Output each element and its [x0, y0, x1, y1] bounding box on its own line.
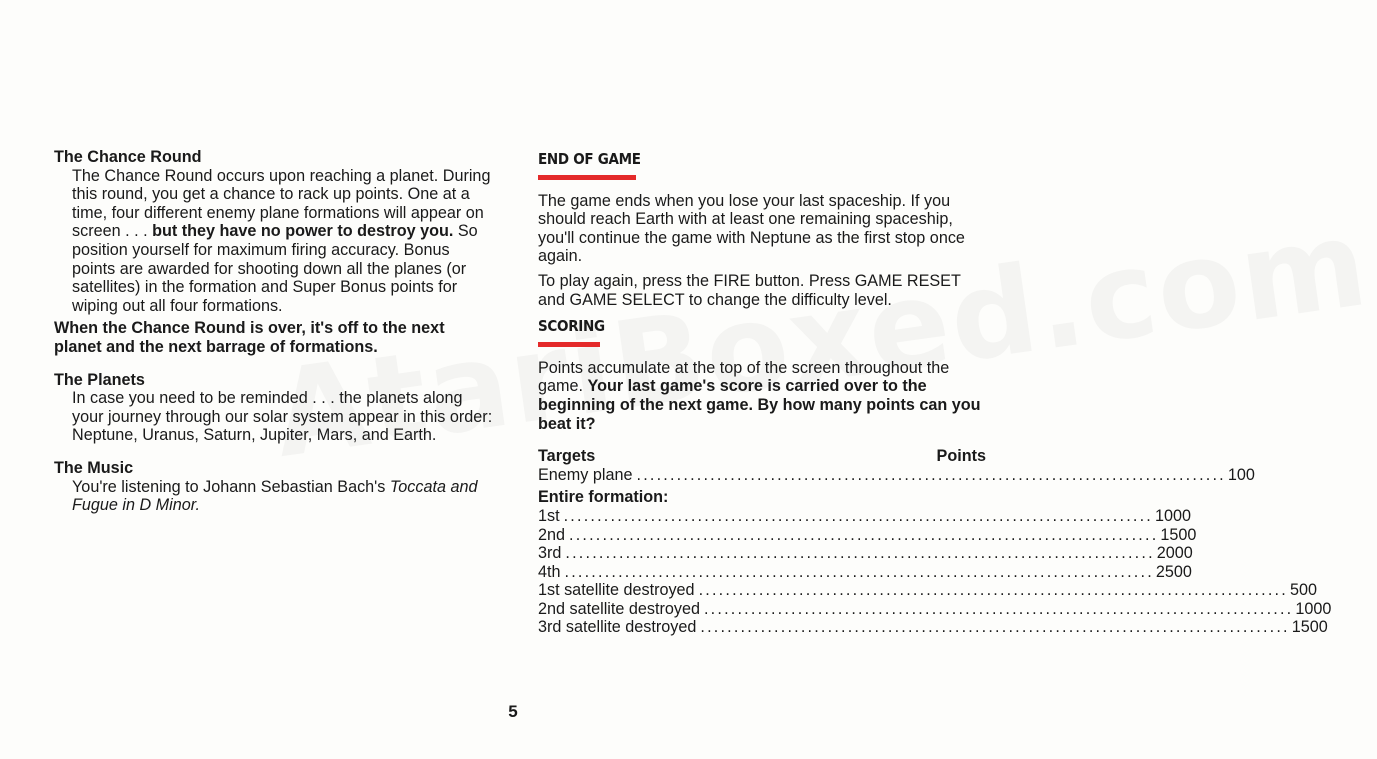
- score-row: [538, 581, 1317, 600]
- chance-round-heading: The Chance Round: [54, 148, 202, 166]
- score-row: [538, 525, 1197, 545]
- music-heading: The Music: [54, 458, 134, 477]
- score-rows: [538, 506, 1332, 637]
- dot-leader: ........................................................................................: [564, 562, 1154, 581]
- score-row-label: 2nd: [538, 525, 566, 544]
- score-row-value: 1000: [1154, 506, 1191, 525]
- music-title-italic: Toccata and Fugue in D Minor.: [72, 477, 478, 515]
- score-row-label: 1st satellite destroyed: [538, 581, 695, 600]
- music-body: [72, 478, 494, 515]
- dot-leader: ........................................................................................: [636, 465, 1226, 484]
- score-row-value: 1500: [1160, 525, 1197, 544]
- music-section: [54, 459, 494, 515]
- planets-heading: The Planets: [54, 370, 145, 389]
- scoring-underline: [538, 342, 600, 347]
- score-row-value: 2500: [1155, 562, 1192, 581]
- left-column: [54, 148, 494, 529]
- points-column-header: Points: [936, 447, 986, 466]
- end-of-game-underline: [538, 175, 636, 180]
- score-row-label: 3rd: [538, 544, 562, 563]
- score-row-enemy-plane: [538, 465, 1255, 485]
- score-row: [538, 618, 1328, 637]
- end-of-game-para-1: The game ends when you lose your last spaceship. If you should reach Earth with at least one remaining spaceship, you'll continue the game with Neptune as the first stop once again.: [538, 191, 965, 266]
- score-row-value: 1000: [1295, 599, 1332, 618]
- score-row: [538, 506, 1191, 526]
- right-column: [538, 150, 1332, 637]
- chance-round-closing: When the Chance Round is over, it's off to the next planet and the next barrage of formations.: [54, 319, 445, 356]
- score-row: [538, 599, 1332, 619]
- score-row-label: 2nd satellite destroyed: [538, 599, 700, 618]
- score-row-label: 3rd satellite destroyed: [538, 618, 697, 637]
- score-row-value: 100: [1227, 465, 1255, 484]
- dot-leader: ........................................................................................: [565, 544, 1155, 563]
- dot-leader: ........................................................................................: [700, 618, 1290, 637]
- score-row: [538, 544, 1193, 563]
- chance-round-body: [72, 167, 494, 316]
- end-of-game-heading: END OF GAME: [538, 150, 641, 168]
- score-row-value: 1500: [1291, 618, 1328, 637]
- score-row-label: Enemy plane: [538, 465, 633, 484]
- score-table-header: [538, 447, 986, 466]
- dot-leader: ........................................................................................: [569, 525, 1159, 544]
- planets-section: [54, 371, 494, 445]
- chance-round-text-bold: but they have no power to destroy you.: [152, 222, 454, 241]
- score-row-value: 2000: [1156, 544, 1193, 563]
- scoring-para: [538, 359, 988, 433]
- score-row-label: 1st: [538, 506, 560, 525]
- entire-formation-label: Entire formation:: [538, 488, 669, 507]
- music-text: You're listening to Johann Sebastian Bach's: [72, 477, 390, 496]
- dot-leader: ........................................................................................: [698, 581, 1288, 600]
- end-of-game-para-2: To play again, press the FIRE button. Press GAME RESET and GAME SELECT to change the difficulty level.: [538, 271, 961, 309]
- chance-round-section: [54, 148, 494, 357]
- score-row-value: 500: [1289, 581, 1317, 600]
- score-row-label: 4th: [538, 562, 561, 581]
- chance-round-text-1: The Chance Round occurs upon reaching a planet. During this round, you get a chance to rack up points. One at a time, four different enemy plane formations will appear on screen . . .: [72, 166, 491, 241]
- scoring-heading: SCORING: [538, 317, 605, 336]
- page-number: 5: [508, 702, 518, 721]
- dot-leader: ........................................................................................: [563, 506, 1153, 525]
- scoring-text-bold: Your last game's score is carried over to the beginning of the next game. By how many points can you beat it?: [538, 377, 981, 433]
- score-row: [538, 562, 1192, 582]
- planets-body: In case you need to be reminded . . . the planets along your journey through our solar system appear in this order: Neptune, Uranus, Saturn, Jupiter, Mars, and Earth.: [72, 389, 493, 445]
- scoring-text: Points accumulate at the top of the screen throughout the game.: [538, 358, 950, 396]
- chance-round-text-2: So position yourself for maximum firing accuracy. Bonus points are awarded for shooting down all the planes (or satellites) in the formation and Super Bonus points for wiping out all four formations.: [72, 222, 478, 315]
- targets-column-header: Targets: [538, 447, 596, 466]
- dot-leader: ........................................................................................: [703, 599, 1294, 618]
